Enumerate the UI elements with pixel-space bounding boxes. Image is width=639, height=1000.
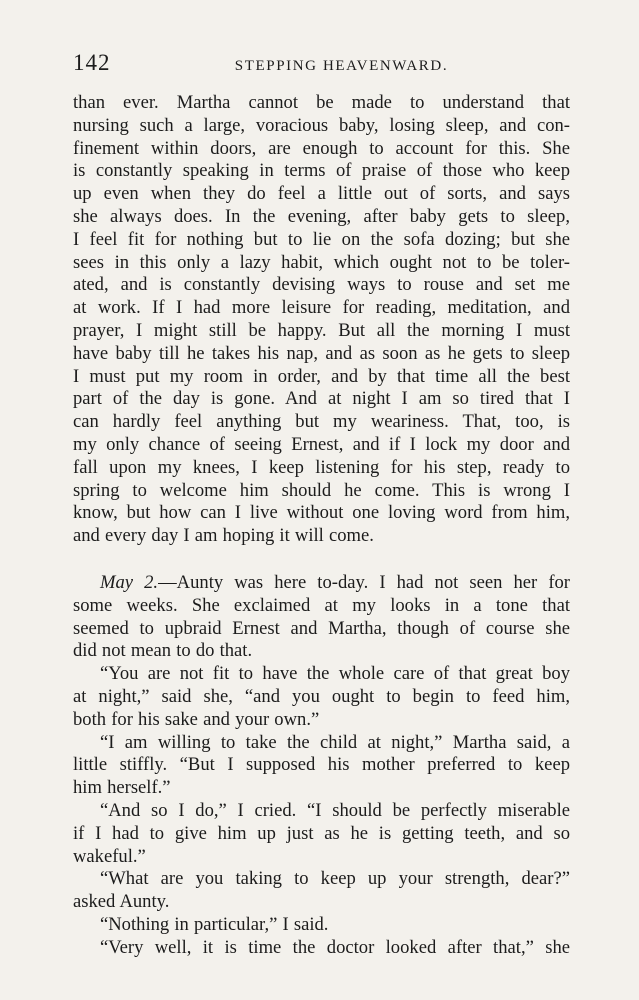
text-line: “What are you taking to keep up your strength, dear?” bbox=[100, 868, 570, 890]
text-line: little stiffly. “But I supposed his mother preferred to keep bbox=[73, 754, 570, 776]
text-line: up even when they do feel a little out of sorts, and says bbox=[73, 183, 570, 205]
text-line: wakeful.” bbox=[73, 845, 146, 867]
text-line: my only chance of seeing Ernest, and if I lock my door and bbox=[73, 433, 570, 455]
paragraph-2 bbox=[73, 572, 570, 663]
text-line: part of the day is gone. And at night I am so tired that I bbox=[73, 388, 570, 410]
text-line: than ever. Martha cannot be made to understand that bbox=[73, 92, 570, 113]
text-line: prayer, I might still be happy. But all the morning I must bbox=[73, 319, 570, 341]
text-line: is constantly speaking in terms of praise of those who keep bbox=[73, 160, 570, 182]
text-line: at night,” said she, “and you ought to begin to feed him, bbox=[73, 685, 570, 707]
page-header bbox=[73, 50, 570, 80]
text-line: I must put my room in order, and by that time all the best bbox=[73, 365, 570, 387]
paragraph-7 bbox=[73, 914, 570, 937]
body-text bbox=[73, 92, 570, 959]
text-line: “And so I do,” I cried. “I should be perfectly miserable bbox=[100, 799, 570, 821]
page-number: 142 bbox=[73, 50, 111, 75]
text-line: and every day I am hoping it will come. bbox=[73, 525, 374, 547]
entry-text: —Aunty was here to-day. I had not seen her for bbox=[158, 571, 570, 593]
text-line: did not mean to do that. bbox=[73, 640, 253, 662]
text-line: seemed to upbraid Ernest and Martha, though of course she bbox=[73, 617, 570, 639]
section-gap bbox=[73, 548, 570, 572]
text-line bbox=[73, 572, 570, 595]
paragraph-6 bbox=[73, 868, 570, 914]
text-line: know, but how can I live without one loving word from him, bbox=[73, 502, 570, 524]
paragraph-4 bbox=[73, 732, 570, 800]
paragraph-3 bbox=[73, 663, 570, 731]
paragraph-5 bbox=[73, 800, 570, 868]
text-line: fall upon my knees, I keep listening for his step, ready to bbox=[73, 456, 570, 478]
paragraph-8 bbox=[73, 937, 570, 960]
text-line: “I am willing to take the child at night,” Martha said, a bbox=[100, 731, 570, 753]
text-line: “Nothing in particular,” I said. bbox=[100, 913, 329, 935]
text-line: “Very well, it is time the doctor looked after that,” she bbox=[100, 936, 570, 958]
text-line: have baby till he takes his nap, and as soon as he gets to sleep bbox=[73, 342, 570, 364]
text-line: if I had to give him up just as he is getting teeth, and so bbox=[73, 822, 570, 844]
text-line: “You are not fit to have the whole care of that great boy bbox=[100, 663, 570, 685]
text-line: ated, and is constantly devising ways to rouse and set me bbox=[73, 274, 570, 296]
text-line: him herself.” bbox=[73, 777, 171, 799]
text-line: at work. If I had more leisure for reading, meditation, and bbox=[73, 297, 570, 319]
paragraph-1 bbox=[73, 92, 570, 548]
text-line: some weeks. She exclaimed at my looks in a tone that bbox=[73, 594, 570, 616]
running-head: STEPPING HEAVENWARD. bbox=[234, 58, 449, 74]
text-line: can hardly feel anything but my weariness. That, too, is bbox=[73, 411, 570, 433]
text-line: nursing such a large, voracious baby, losing sleep, and con- bbox=[73, 114, 570, 136]
text-line: spring to welcome him should he come. This is wrong I bbox=[73, 479, 570, 501]
text-line: I feel fit for nothing but to lie on the sofa dozing; but she bbox=[73, 228, 570, 250]
text-line: both for his sake and your own.” bbox=[73, 708, 320, 730]
entry-date: May 2. bbox=[100, 571, 159, 593]
text-line: finement within doors, are enough to account for this. She bbox=[73, 137, 570, 159]
text-line: asked Aunty. bbox=[73, 891, 170, 913]
text-line: sees in this only a lazy habit, which ought not to be toler- bbox=[73, 251, 570, 273]
text-line: she always does. In the evening, after baby gets to sleep, bbox=[73, 205, 570, 227]
